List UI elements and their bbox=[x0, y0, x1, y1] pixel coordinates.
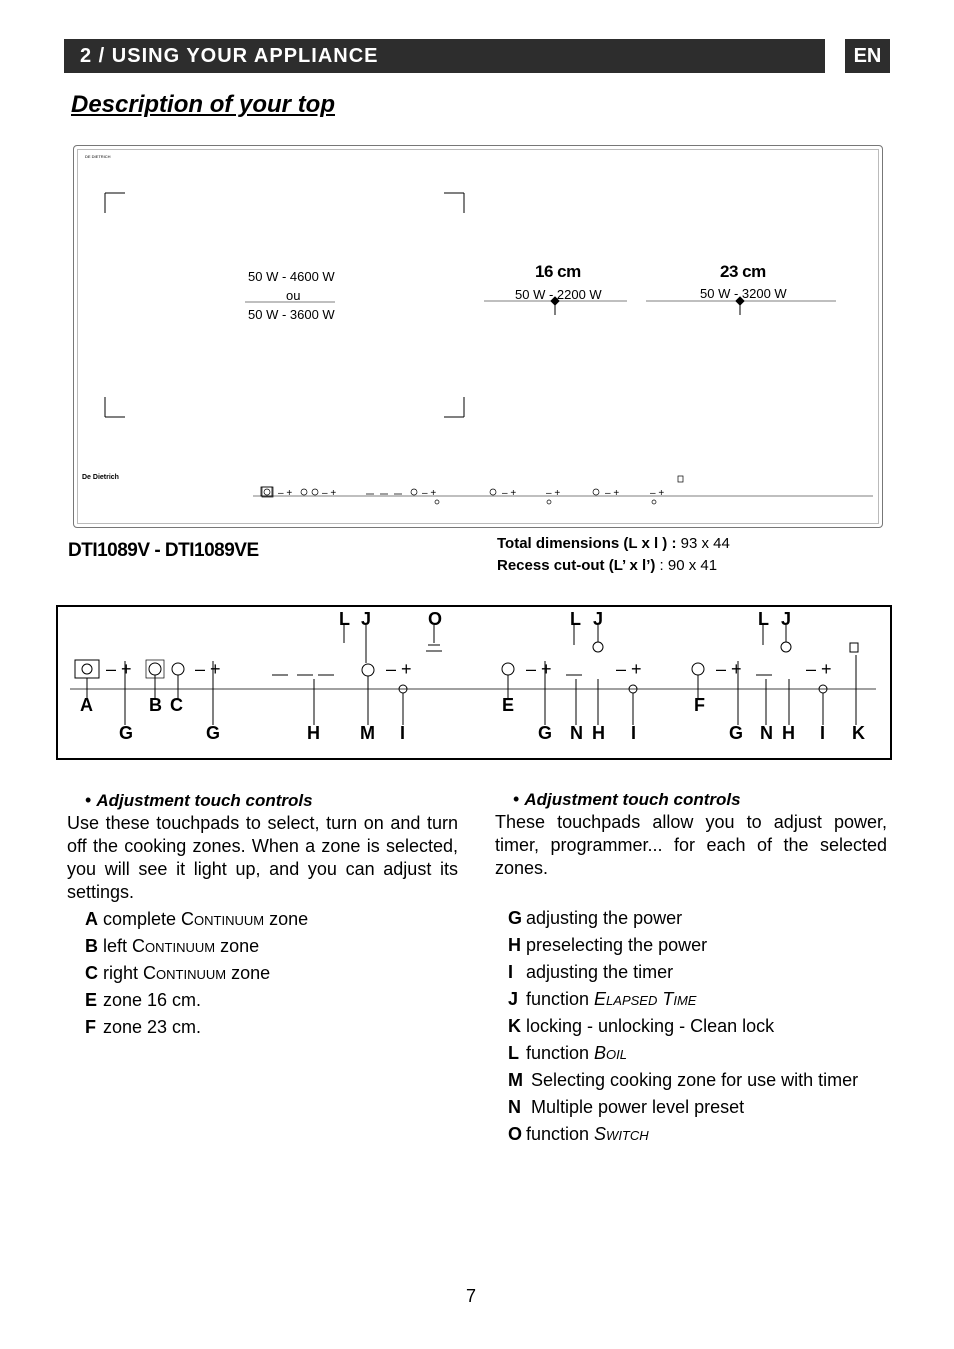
left-item-text: right bbox=[103, 963, 144, 983]
zone-23-power: 50 W - 3200 W bbox=[700, 286, 787, 301]
svg-text:– +: – + bbox=[106, 659, 132, 679]
right-item-text: preselecting the power bbox=[526, 935, 708, 955]
left-item-b bbox=[85, 935, 458, 958]
left-item-e bbox=[85, 989, 458, 1012]
left-item-text: complete bbox=[103, 909, 182, 929]
svg-text:– +: – + bbox=[278, 488, 293, 499]
zone-16-power: 50 W - 2200 W bbox=[515, 287, 602, 302]
dimensions bbox=[497, 533, 730, 577]
left-item-text: zone 23 cm. bbox=[103, 1017, 202, 1037]
right-item-key: K bbox=[508, 1016, 521, 1036]
panel-label-g2: G bbox=[206, 723, 221, 743]
right-item-k bbox=[508, 1015, 887, 1038]
panel-label-l1: L bbox=[339, 609, 350, 629]
panel-label-l3: L bbox=[758, 609, 769, 629]
right-item-i bbox=[508, 961, 887, 984]
panel-label-g4: G bbox=[729, 723, 744, 743]
left-item-key: C bbox=[85, 963, 98, 983]
right-item-l bbox=[508, 1042, 887, 1065]
panel-label-m: M bbox=[360, 723, 375, 743]
right-item-key: J bbox=[508, 989, 519, 1009]
total-dimensions-label: Total dimensions (L x l ) : bbox=[497, 535, 677, 552]
total-dimensions-value: 93 x 44 bbox=[676, 535, 730, 552]
language-badge: EN bbox=[845, 39, 890, 73]
left-item-key: F bbox=[85, 1017, 96, 1037]
svg-text:– +: – + bbox=[386, 659, 412, 679]
right-item-text: function bbox=[526, 1124, 595, 1144]
recess-value: : 90 x 41 bbox=[655, 557, 718, 574]
panel-label-e: E bbox=[502, 695, 515, 715]
right-item-term: Switch bbox=[594, 1124, 649, 1144]
left-items bbox=[67, 908, 458, 1039]
recess-label: Recess cut-out (L’ x l’) bbox=[497, 557, 656, 574]
panel-label-h3: H bbox=[782, 723, 795, 743]
model-name: DTI1089V - DTI1089VE bbox=[68, 540, 259, 561]
right-item-j bbox=[508, 988, 887, 1011]
panel-label-l2: L bbox=[570, 609, 581, 629]
right-item-text: function bbox=[526, 989, 595, 1009]
right-item-text: Multiple power level preset bbox=[526, 1097, 745, 1117]
right-items bbox=[495, 907, 887, 1146]
right-item-key: O bbox=[508, 1124, 523, 1144]
svg-text:DE DIETRICH: DE DIETRICH bbox=[85, 154, 111, 159]
svg-text:– +: – + bbox=[716, 659, 742, 679]
right-item-text: adjusting the power bbox=[526, 908, 683, 928]
svg-text:– +: – + bbox=[650, 488, 665, 499]
left-heading-text: Adjustment touch controls bbox=[96, 791, 313, 810]
zone-16-size: 16 cm bbox=[535, 262, 581, 281]
left-item-term: Continuum bbox=[132, 936, 216, 956]
zone-23-size: 23 cm bbox=[720, 262, 766, 281]
svg-text:– +: – + bbox=[526, 659, 552, 679]
panel-label-i2: I bbox=[631, 723, 637, 743]
right-item-text: locking - unlocking - Clean lock bbox=[526, 1016, 775, 1036]
panel-label-g3: G bbox=[538, 723, 553, 743]
panel-label-h2: H bbox=[592, 723, 605, 743]
right-item-h bbox=[508, 934, 887, 957]
left-item-suffix: zone bbox=[226, 963, 271, 983]
panel-label-h1: H bbox=[307, 723, 320, 743]
svg-text:– +: – + bbox=[806, 659, 832, 679]
right-item-term: Boil bbox=[594, 1043, 628, 1063]
panel-label-g1: G bbox=[119, 723, 134, 743]
right-item-key: L bbox=[508, 1043, 519, 1063]
right-item-text: Selecting cooking zone for use with timer bbox=[526, 1070, 859, 1090]
panel-label-b: B bbox=[149, 695, 162, 715]
right-item-n bbox=[508, 1096, 887, 1119]
panel-label-n1: N bbox=[570, 723, 583, 743]
panel-label-j2: J bbox=[593, 609, 604, 629]
svg-text:– +: – + bbox=[322, 488, 337, 499]
left-heading: • Adjustment touch controls bbox=[85, 790, 313, 810]
panel-label-i3: I bbox=[820, 723, 826, 743]
right-heading-text: Adjustment touch controls bbox=[524, 790, 741, 809]
section-header: 2 / USING YOUR APPLIANCE bbox=[64, 39, 825, 73]
right-item-o bbox=[508, 1123, 887, 1146]
left-column bbox=[67, 789, 458, 1039]
svg-text:– +: – + bbox=[502, 488, 517, 499]
left-item-key: E bbox=[85, 990, 98, 1010]
right-item-key: M bbox=[508, 1070, 523, 1090]
left-item-term: Continuum bbox=[143, 963, 227, 983]
left-item-f bbox=[85, 1016, 458, 1039]
panel-label-o: O bbox=[428, 609, 443, 629]
left-body: Use these touchpads to select, turn on and turn off the cooking zones. When a zone is selected, you will see it light up, and you can adjust its settings. bbox=[67, 813, 458, 902]
continuum-power-2: 50 W - 3600 W bbox=[248, 307, 335, 322]
panel-label-i1: I bbox=[400, 723, 406, 743]
left-item-term: Continuum bbox=[181, 909, 265, 929]
left-item-a bbox=[85, 908, 458, 931]
left-item-suffix: zone bbox=[215, 936, 260, 956]
right-column bbox=[495, 788, 887, 1146]
svg-text:– +: – + bbox=[422, 488, 437, 499]
svg-text:– +: – + bbox=[616, 659, 642, 679]
svg-text:– +: – + bbox=[546, 488, 561, 499]
right-body: These touchpads allow you to adjust power, timer, programmer... for each of the selected zones. bbox=[495, 812, 887, 878]
brand-logo: De Dietrich bbox=[82, 474, 119, 481]
continuum-or: ou bbox=[286, 288, 301, 303]
right-item-key: N bbox=[508, 1097, 521, 1117]
panel-label-k: K bbox=[852, 723, 865, 743]
hob-control-strip bbox=[250, 470, 690, 510]
right-item-key: H bbox=[508, 935, 521, 955]
panel-label-f: F bbox=[694, 695, 705, 715]
panel-label-j3: J bbox=[781, 609, 792, 629]
left-item-text: zone 16 cm. bbox=[103, 990, 202, 1010]
left-item-key: A bbox=[85, 909, 98, 929]
right-item-key: G bbox=[508, 908, 523, 928]
panel-label-a: A bbox=[80, 695, 93, 715]
panel-label-c: C bbox=[170, 695, 183, 715]
right-item-text: function bbox=[526, 1043, 595, 1063]
svg-text:– +: – + bbox=[195, 659, 221, 679]
left-item-suffix: zone bbox=[264, 909, 309, 929]
page-title: Description of your top bbox=[71, 91, 335, 118]
right-item-text: adjusting the timer bbox=[526, 962, 674, 982]
left-item-text: left bbox=[103, 936, 133, 956]
svg-text:– +: – + bbox=[605, 488, 620, 499]
panel-label-j1: J bbox=[361, 609, 372, 629]
left-item-c bbox=[85, 962, 458, 985]
right-item-m bbox=[508, 1069, 887, 1092]
right-heading: • Adjustment touch controls bbox=[513, 789, 741, 809]
page-number: 7 bbox=[466, 1286, 477, 1306]
right-item-g bbox=[508, 907, 887, 930]
panel-label-n2: N bbox=[760, 723, 773, 743]
right-item-term: Elapsed Time bbox=[594, 989, 697, 1009]
continuum-power-1: 50 W - 4600 W bbox=[248, 269, 335, 284]
left-item-key: B bbox=[85, 936, 98, 956]
right-item-key: I bbox=[508, 962, 514, 982]
